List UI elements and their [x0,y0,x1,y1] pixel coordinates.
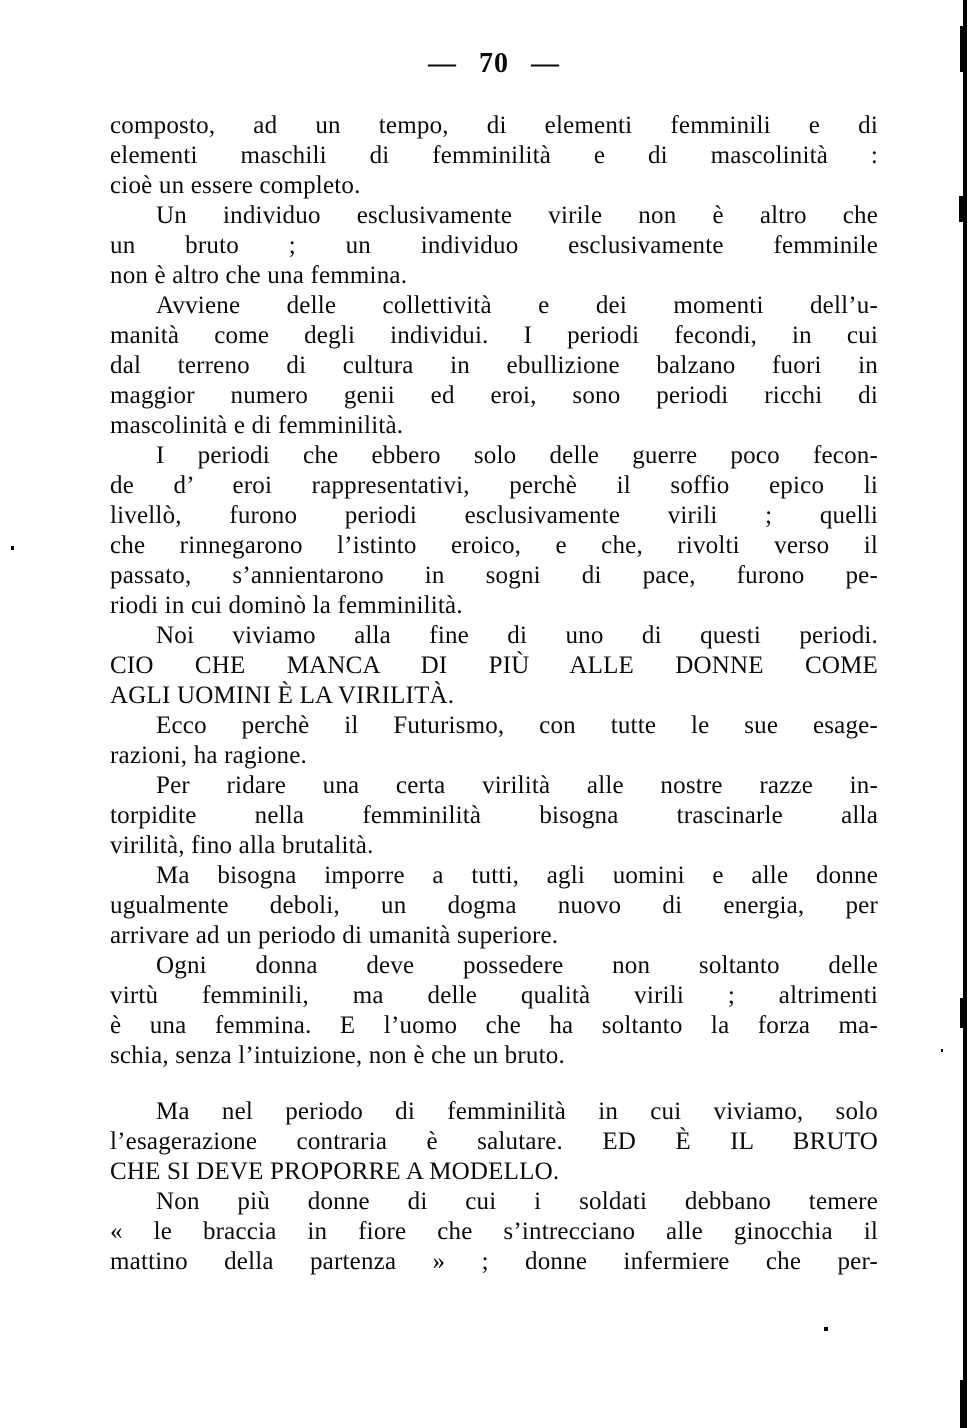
text-line: un bruto ; un individuo esclusivamente femminile [110,232,878,259]
scan-blip-artifact [960,26,966,72]
text-line: virtù femminili, ma delle qualità virili ; altrimenti [110,982,878,1009]
paragraph [110,201,878,291]
ink-speck [11,546,14,550]
paragraph [110,291,878,441]
text-line: Ma nel periodo di femminilità in cui viviamo, solo [156,1098,878,1125]
text-line: livellò, furono periodi esclusivamente virili ; quelli [110,502,878,529]
text-line: CHE SI DEVE PROPORRE A MODELLO. [110,1158,560,1185]
scan-blip-artifact [960,998,967,1028]
paragraph [110,861,878,951]
paragraph [110,111,878,201]
text-line: dal terreno di cultura in ebullizione balzano fuori in [110,352,878,379]
text-line: cioè un essere completo. [110,172,361,199]
paragraph [110,621,878,711]
text-line: che rinnegarono l’istinto eroico, e che, rivolti verso il [110,532,878,559]
text-line: ugualmente deboli, un dogma nuovo di energia, per [110,892,878,919]
text-line: virilità, fino alla brutalità. [110,832,374,859]
scan-blip-artifact [960,1380,967,1428]
paragraph [110,441,878,621]
text-line: maggior numero genii ed eroi, sono periodi ricchi di [110,382,878,409]
page-number: — 70 — [428,48,560,79]
text-line: « le braccia in fiore che s’intrecciano alle ginocchia il [110,1218,878,1245]
paragraph [110,711,878,771]
text-line: Non più donne di cui i soldati debbano temere [156,1188,878,1215]
ink-speck [824,1327,828,1331]
text-line: Avviene delle collettività e dei momenti dell’u- [156,292,878,319]
text-line: Per ridare una certa virilità alle nostre razze in- [156,772,878,799]
text-line: passato, s’annientarono in sogni di pace, furono pe- [110,562,878,589]
text-line: AGLI UOMINI È LA VIRILITÀ. [110,682,455,709]
text-line: Ma bisogna imporre a tutti, agli uomini e alle donne [156,862,878,889]
paragraph [110,771,878,861]
scan-blip-artifact [959,196,967,222]
text-line: razioni, ha ragione. [110,742,307,769]
text-line: Ogni donna deve possedere non soltanto delle [156,952,878,979]
text-line: composto, ad un tempo, di elementi femminili e di [110,112,878,139]
text-line: manità come degli individui. I periodi fecondi, in cui [110,322,878,349]
text-line: l’esagerazione contraria è salutare. ED È IL BRUTO [110,1128,878,1155]
text-line: de d’ eroi rappresentativi, perchè il soffio epico li [110,472,878,499]
text-line: CIO CHE MANCA DI PIÙ ALLE DONNE COME [110,652,878,679]
text-line: elementi maschili di femminilità e di mascolinità : [110,142,878,169]
text-line: mattino della partenza » ; donne infermiere che per- [110,1248,878,1275]
text-line: riodi in cui dominò la femminilità. [110,592,463,619]
text-line: Noi viviamo alla fine di uno di questi periodi. [156,622,878,649]
page-text-block [110,111,878,1277]
text-line: I periodi che ebbero solo delle guerre poco fecon- [156,442,878,469]
paragraph [110,1097,878,1187]
text-line: torpidite nella femminilità bisogna trascinarle alla [110,802,878,829]
text-line: mascolinità e di femminilità. [110,412,404,439]
text-line: non è altro che una femmina. [110,262,408,289]
text-line: Un individuo esclusivamente virile non è altro che [156,202,878,229]
ink-speck [941,1049,943,1052]
paragraph [110,1187,878,1277]
text-line: Ecco perchè il Futurismo, con tutte le sue esage- [156,712,878,739]
text-line: schia, senza l’intuizione, non è che un bruto. [110,1042,565,1069]
text-line: è una femmina. E l’uomo che ha soltanto la forza ma- [110,1012,878,1039]
paragraph [110,951,878,1071]
text-line: arrivare ad un periodo di umanità superiore. [110,922,559,949]
